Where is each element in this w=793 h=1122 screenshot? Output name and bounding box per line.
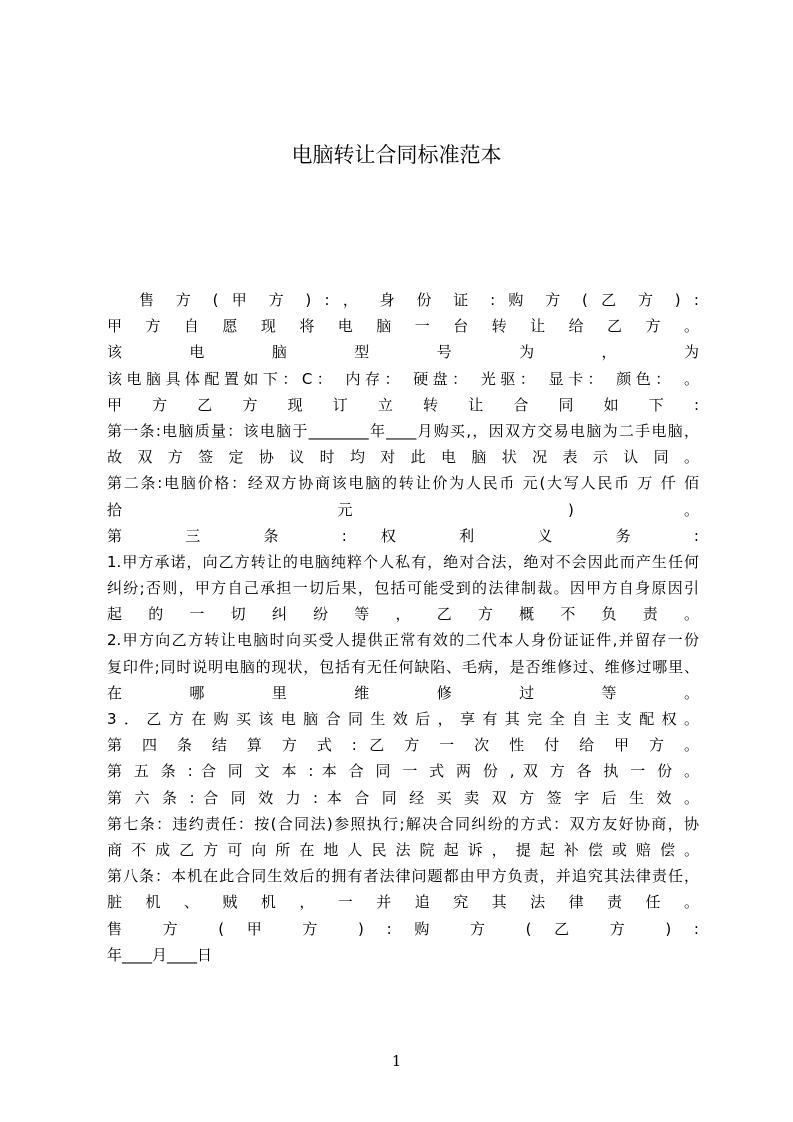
clause-3-line: 3．乙方在购买该电脑合同生效后，享有其完全自主支配权。 [107, 710, 699, 728]
signature-line: 售 方 ( 甲 方 ) : 购 方 ( 乙 方 ) : [107, 919, 699, 938]
clause-1-line-2: 纠纷;否则，甲方自己承担一切后果，包括可能受到的法律制裁。因甲方自身原因引 [107, 579, 699, 598]
contract-body [107, 287, 699, 968]
article-6-line: 第 六 条 : 合 同 效 力 : 本 合 同 经 买 卖 双 方 签 字 后 生 效 。 [107, 788, 699, 807]
article-7-line-1: 第七条：违约责任：按(合同法)参照执行;解决合同纠纷的方式：双方友好协商，协 [107, 814, 699, 833]
article-2-line-1: 第二条:电脑价格：经双方协商该电脑的转让价为人民币 元(大写人民币 万 仟 佰 [107, 474, 699, 493]
article-2-line-2: 拾 元 ) 。 [107, 500, 699, 519]
agreement-intro-line: 甲 方 乙 方 现 订 立 转 让 合 同 如 下 : [107, 395, 699, 414]
seller-buyer-line: 售 方 ( 甲 方 ) : ， 身 份 证 : 购 方 ( 乙 方 ) : [139, 291, 699, 309]
article-3-heading: 第 三 条 : 权 利 义 务 : [107, 526, 699, 545]
article-7-line-2: 商不成乙方可向所在地人民法院起诉，提起补偿或赔偿。 [107, 840, 699, 859]
article-1-line-1: 第一条:电脑质量：该电脑于________年____月购买,，因双方交易电脑为二手电脑， [107, 421, 699, 440]
model-line: 该 电 脑 型 号 为 ， 为 [107, 343, 699, 362]
clause-2-line-3: 在 哪 里 维 修 过 等 。 [107, 683, 699, 702]
clause-2-line-2: 复印件;同时说明电脑的现状，包括有无任何缺陷、毛病，是否维修过、维修过哪里、 [107, 657, 699, 676]
date-line: 年____月____日 [107, 945, 213, 964]
article-8-line-2: 脏 机 、 贼 机 ， 一 并 追 究 其 法 律 责 任 。 [107, 893, 699, 912]
article-5-line: 第 五 条 : 合 同 文 本 : 本 合 同 一 式 两 份 , 双 方 各 执 一 份 。 [107, 762, 699, 781]
clause-1-line-3: 起 的 一 切 纠 纷 等 ， 乙 方 概 不 负 责 。 [107, 605, 699, 624]
clause-2-line-1: 2.甲方向乙方转让电脑时向买受人提供正常有效的二代本人身份证证件,并留存一份 [107, 631, 699, 650]
config-line: 该电脑具体配置如下：C： 内存： 硬盘： 光驱： 显卡： 颜色： 。 [107, 369, 699, 388]
page-number: 1 [391, 1052, 402, 1070]
article-8-line-1: 第八条：本机在此合同生效后的拥有者法律问题都由甲方负责，并追究其法律责任， [107, 867, 699, 886]
document-title: 电脑转让合同标准范本 [291, 143, 502, 167]
article-1-line-2: 故 双 方 签 定 协 议 时 均 对 此 电 脑 状 况 表 示 认 同 。 [107, 448, 699, 467]
clause-1-line-1: 1.甲方承诺，向乙方转让的电脑纯粹个人私有，绝对合法，绝对不会因此而产生任何 [107, 552, 699, 571]
article-4-line: 第 四 条 结 算 方 式 : 乙 方 一 次 性 付 给 甲 方 。 [107, 736, 699, 755]
transfer-statement-line: 甲 方 自 愿 现 将 电 脑 一 台 转 让 给 乙 方 。 [107, 317, 699, 336]
